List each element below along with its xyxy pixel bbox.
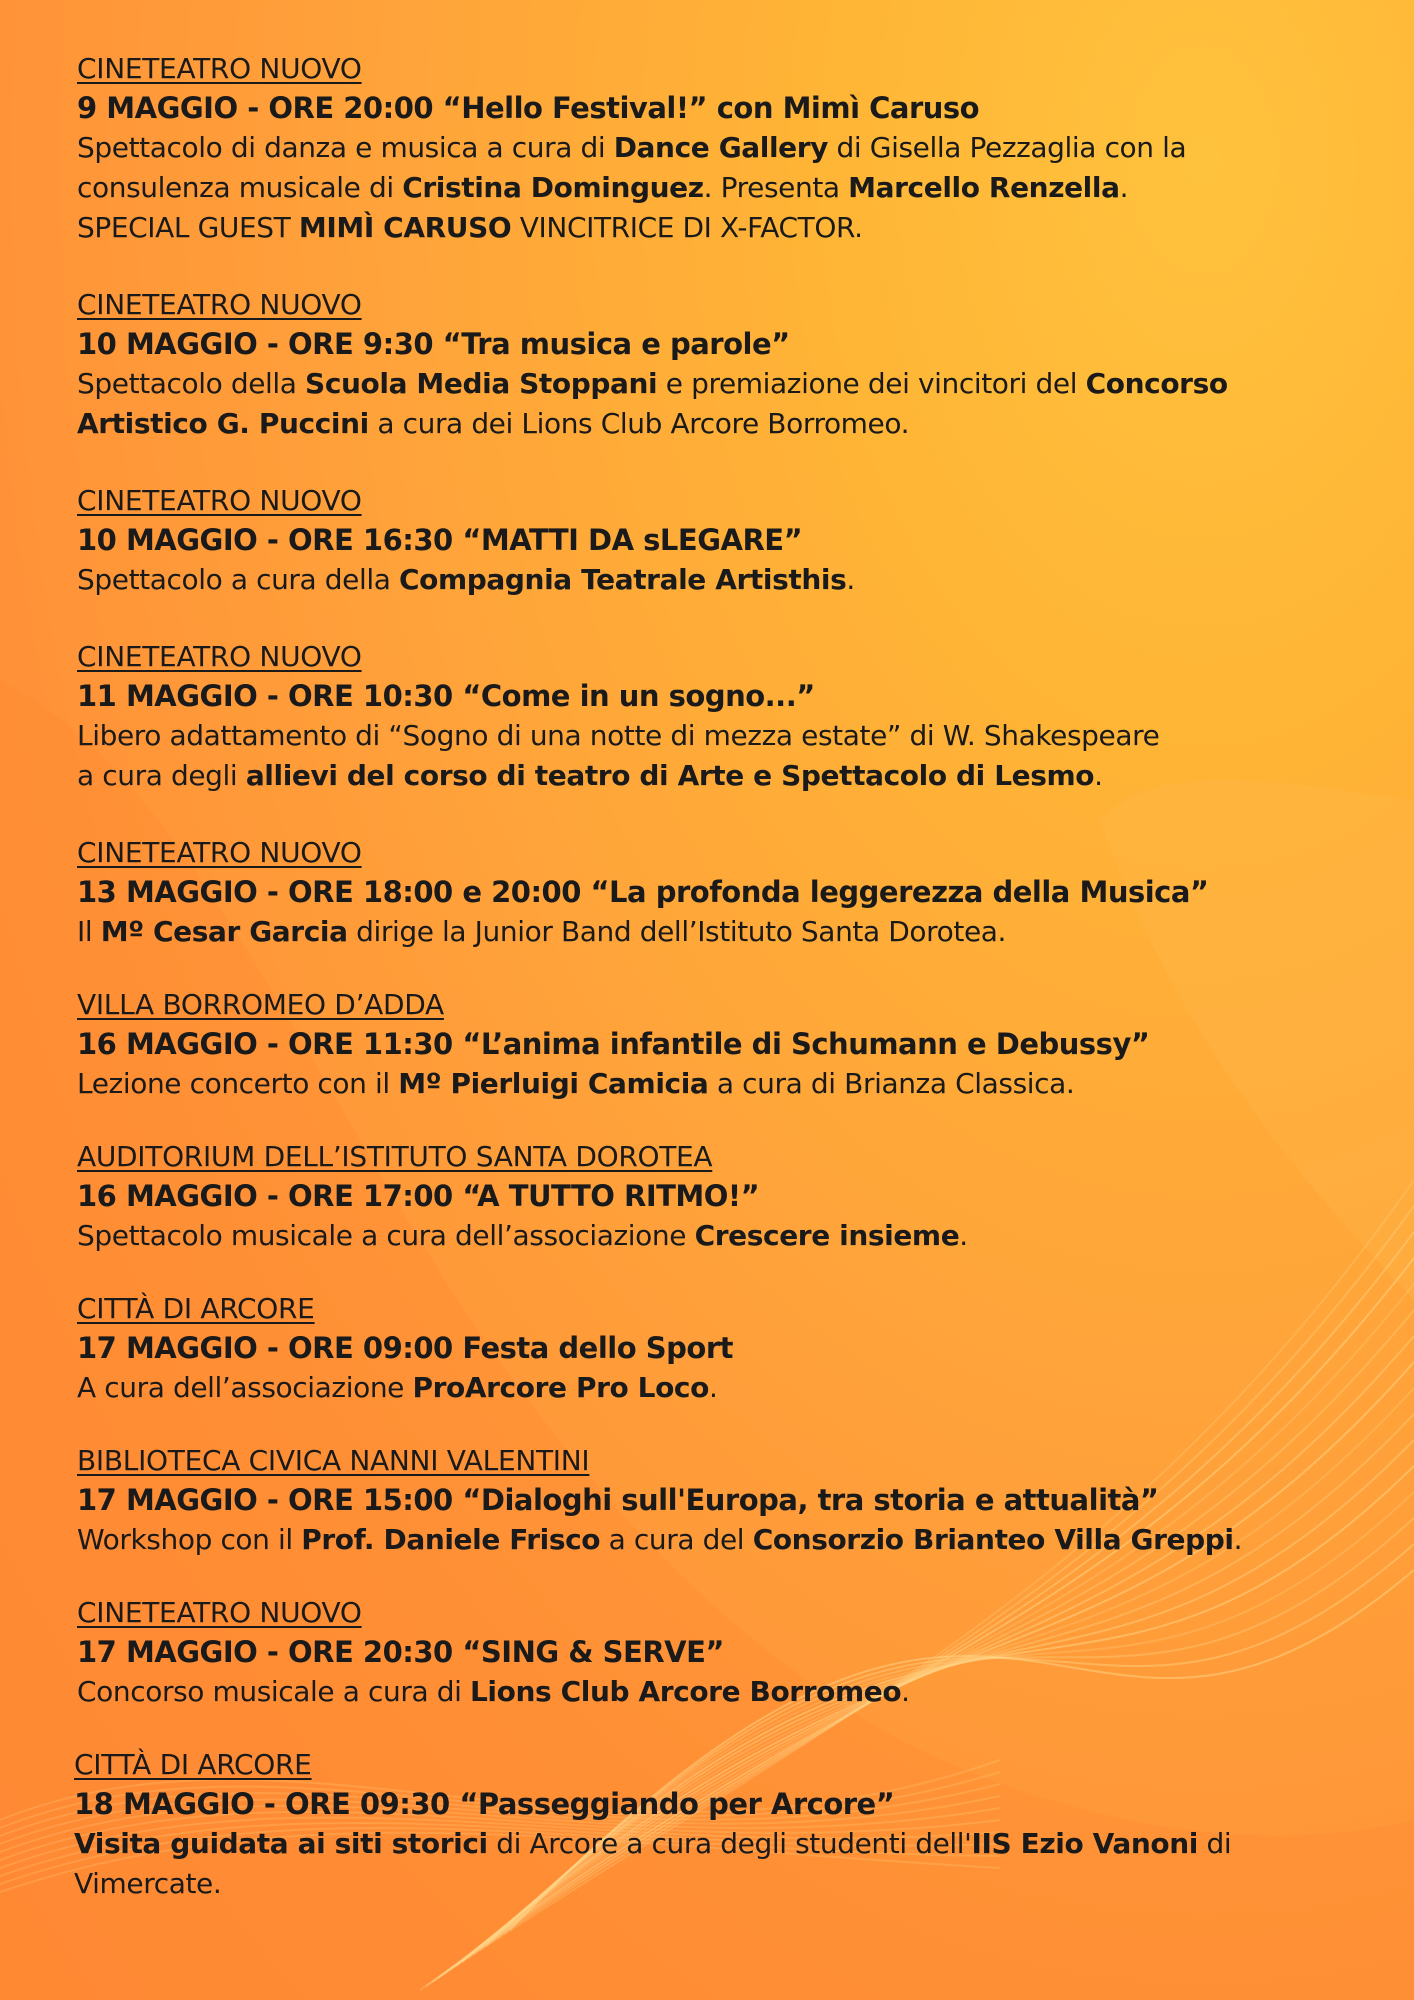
- highlighted-text: Cristina Dominguez: [402, 171, 704, 204]
- description-text: . Presenta: [703, 171, 849, 204]
- event-venue: CINETEATRO NUOVO: [77, 52, 362, 85]
- highlighted-text: Crescere insieme: [694, 1219, 960, 1252]
- event-description-line: [77, 912, 1377, 952]
- event-headline: 17 MAGGIO - ORE 20:30 “SING & SERVE”: [77, 1635, 724, 1669]
- event-block: [77, 638, 1377, 796]
- event-venue: CINETEATRO NUOVO: [77, 288, 362, 321]
- description-text: Concorso musicale a cura di: [77, 1675, 470, 1708]
- event-venue: CINETEATRO NUOVO: [77, 484, 362, 517]
- event-headline: 10 MAGGIO - ORE 16:30 “MATTI DA sLEGARE”: [77, 523, 803, 557]
- event-description-line: [77, 1520, 1377, 1560]
- highlighted-text: Concorso: [1085, 367, 1228, 400]
- description-text: Workshop con il: [77, 1523, 302, 1556]
- description-text: di: [1197, 1827, 1232, 1860]
- event-block: [77, 1594, 1377, 1712]
- description-text: e premiazione dei vincitori del: [657, 367, 1086, 400]
- event-headline: 16 MAGGIO - ORE 11:30 “L’anima infantile di Schumann e Debussy”: [77, 1027, 1150, 1061]
- event-description-line: [77, 1216, 1377, 1256]
- highlighted-text: MIMÌ CARUSO: [298, 211, 512, 244]
- event-block: [77, 834, 1377, 952]
- event-headline: 18 MAGGIO - ORE 09:30 “Passeggiando per Arcore”: [74, 1787, 895, 1821]
- description-text: Vimercate.: [74, 1867, 222, 1900]
- event-block: [74, 1746, 1377, 1904]
- event-headline: 13 MAGGIO - ORE 18:00 e 20:00 “La profonda leggerezza della Musica”: [77, 875, 1209, 909]
- event-description-line: [77, 128, 1377, 168]
- highlighted-text: Visita guidata ai siti storici: [74, 1827, 488, 1860]
- description-text: VINCITRICE DI X-FACTOR.: [511, 211, 863, 244]
- highlighted-text: Dance Gallery: [613, 131, 829, 164]
- description-text: SPECIAL GUEST: [77, 211, 299, 244]
- description-text: di Arcore a cura degli studenti dell': [487, 1827, 972, 1860]
- event-headline: 9 MAGGIO - ORE 20:00 “Hello Festival!” con Mimì Caruso: [77, 91, 980, 125]
- event-description-line: [77, 756, 1377, 796]
- event-block: [77, 50, 1377, 248]
- event-venue: CINETEATRO NUOVO: [77, 1596, 362, 1629]
- event-block: [77, 1138, 1377, 1256]
- highlighted-text: Prof. Daniele Frisco: [301, 1523, 601, 1556]
- event-venue: BIBLIOTECA CIVICA NANNI VALENTINI: [77, 1444, 590, 1477]
- highlighted-text: Artistico G. Puccini: [77, 407, 369, 440]
- description-text: .: [1119, 171, 1129, 204]
- event-headline: 16 MAGGIO - ORE 17:00 “A TUTTO RITMO!”: [77, 1179, 760, 1213]
- description-text: a cura degli: [77, 759, 246, 792]
- event-description-line: [77, 560, 1377, 600]
- description-text: .: [1094, 759, 1103, 792]
- event-block: [77, 286, 1377, 444]
- event-description-line: [77, 404, 1377, 444]
- highlighted-text: ProArcore Pro Loco: [412, 1371, 709, 1404]
- highlighted-text: Marcello Renzella: [848, 171, 1120, 204]
- event-headline: 17 MAGGIO - ORE 09:00 Festa dello Sport: [77, 1331, 733, 1365]
- event-block: [77, 1290, 1377, 1408]
- event-venue: CITTÀ DI ARCORE: [74, 1748, 312, 1781]
- event-description-line: [77, 364, 1377, 404]
- description-text: Spettacolo musicale a cura dell’associazione: [77, 1219, 695, 1252]
- description-text: a cura di Brianza Classica.: [708, 1067, 1075, 1100]
- event-description-line: [77, 1672, 1377, 1712]
- event-description-line: [77, 208, 1377, 248]
- event-description-line: [77, 1368, 1377, 1408]
- event-description-line: [77, 716, 1377, 756]
- description-text: consulenza musicale di: [77, 171, 403, 204]
- description-text: Spettacolo della: [77, 367, 306, 400]
- highlighted-text: IIS Ezio Vanoni: [971, 1827, 1198, 1860]
- event-block: [77, 482, 1377, 600]
- event-block: [77, 1442, 1377, 1560]
- highlighted-text: Scuola Media Stoppani: [305, 367, 658, 400]
- description-text: a cura del: [600, 1523, 753, 1556]
- description-text: di Gisella Pezzaglia con la: [828, 131, 1187, 164]
- description-text: .: [1233, 1523, 1243, 1556]
- description-text: Libero adattamento di “Sogno di una notte di mezza estate” di W. Shakespeare: [77, 719, 1160, 752]
- description-text: .: [901, 1675, 910, 1708]
- event-venue: VILLA BORROMEO D’ADDA: [77, 988, 444, 1021]
- event-headline: 11 MAGGIO - ORE 10:30 “Come in un sogno...”: [77, 679, 815, 713]
- event-description-line: [74, 1864, 1377, 1904]
- highlighted-text: Mº Pierluigi Camicia: [398, 1067, 709, 1100]
- highlighted-text: allievi del corso di teatro di Arte e Spettacolo di Lesmo: [245, 759, 1095, 792]
- event-description-line: [77, 1064, 1377, 1104]
- description-text: .: [708, 1371, 718, 1404]
- event-program: [74, 50, 1377, 1904]
- description-text: Il: [77, 915, 101, 948]
- highlighted-text: Compagnia Teatrale Artisthis: [399, 563, 847, 596]
- highlighted-text: Lions Club Arcore Borromeo: [469, 1675, 902, 1708]
- description-text: dirige la Junior Band dell’Istituto Santa Dorotea.: [347, 915, 1007, 948]
- description-text: Lezione concerto con il: [77, 1067, 399, 1100]
- description-text: .: [959, 1219, 968, 1252]
- description-text: Spettacolo a cura della: [77, 563, 400, 596]
- description-text: .: [846, 563, 855, 596]
- event-venue: CINETEATRO NUOVO: [77, 836, 362, 869]
- event-venue: AUDITORIUM DELL’ISTITUTO SANTA DOROTEA: [77, 1140, 713, 1173]
- event-venue: CINETEATRO NUOVO: [77, 640, 362, 673]
- event-venue: CITTÀ DI ARCORE: [77, 1292, 315, 1325]
- description-text: A cura dell’associazione: [77, 1371, 413, 1404]
- highlighted-text: Consorzio Brianteo Villa Greppi: [752, 1523, 1234, 1556]
- event-description-line: [77, 168, 1377, 208]
- description-text: Spettacolo di danza e musica a cura di: [77, 131, 614, 164]
- event-description-line: [74, 1824, 1377, 1864]
- event-headline: 17 MAGGIO - ORE 15:00 “Dialoghi sull'Europa, tra storia e attualità”: [77, 1483, 1159, 1517]
- description-text: a cura dei Lions Club Arcore Borromeo.: [368, 407, 910, 440]
- highlighted-text: Mº Cesar Garcia: [100, 915, 348, 948]
- event-block: [77, 986, 1377, 1104]
- event-headline: 10 MAGGIO - ORE 9:30 “Tra musica e parole”: [77, 327, 790, 361]
